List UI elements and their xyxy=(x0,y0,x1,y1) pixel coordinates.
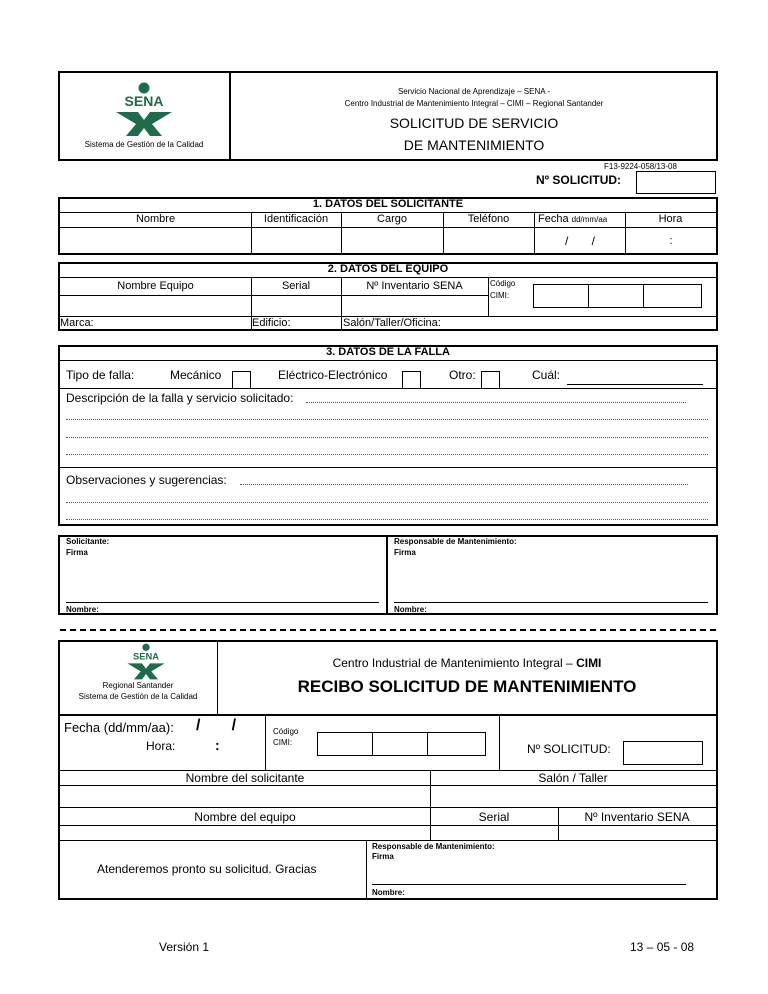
receipt-nombre-solicitante-field[interactable] xyxy=(61,786,429,806)
receipt-gracias-message: Atenderemos pronto su solicitud. Gracias xyxy=(97,862,317,876)
receipt-nombre-solicitante-header: Nombre del solicitante xyxy=(185,771,305,785)
receipt-title: RECIBO SOLICITUD DE MANTENIMIENTO xyxy=(297,677,637,696)
receipt-quality-system: Sistema de Gestión de la Calidad xyxy=(78,692,198,701)
footer-date: 13 – 05 - 08 xyxy=(630,940,695,954)
org-line-2: Centro Industrial de Mantenimiento Integral – CIMI – Regional Santander xyxy=(344,99,604,108)
observaciones-line-1[interactable] xyxy=(66,502,708,503)
receipt-solicitud-label: Nº SOLICITUD: xyxy=(527,742,611,756)
otro-label: Otro: xyxy=(449,368,476,382)
descripcion-dots-lead xyxy=(306,402,686,403)
tipo-falla-rule xyxy=(60,388,716,389)
receipt-cimi-cell-2[interactable] xyxy=(372,732,428,756)
receipt-info-rule xyxy=(60,770,716,771)
col-nombre: Nombre xyxy=(135,213,176,225)
footer-version: Versión 1 xyxy=(159,940,210,954)
solicitante-label: Solicitante: xyxy=(66,537,110,546)
svg-text:SENA: SENA xyxy=(124,93,164,109)
org-line-1: Servicio Nacional de Aprendizaje – SENA - xyxy=(397,87,551,96)
mecanico-checkbox[interactable] xyxy=(232,371,251,389)
receipt-inventario-field[interactable] xyxy=(559,826,715,839)
receipt-center-bold: CIMI xyxy=(576,656,602,670)
receipt-serial-header: Serial xyxy=(478,810,510,824)
solicitante-firma-line[interactable] xyxy=(66,602,379,603)
receipt-hora-label: Hora: xyxy=(146,739,176,753)
sena-logo-icon xyxy=(108,82,180,138)
receipt-sena-logo-icon xyxy=(122,643,170,681)
responsable-firma-label: Firma xyxy=(394,548,416,557)
descripcion-line-3[interactable] xyxy=(66,454,708,455)
receipt-fecha-field[interactable]: / / xyxy=(196,717,237,734)
receipt-cimi-cell-3[interactable] xyxy=(427,732,486,756)
receipt-row-rule-2 xyxy=(60,807,716,808)
observaciones-label: Observaciones y sugerencias: xyxy=(66,473,227,487)
section-falla xyxy=(58,345,718,526)
section-2-header-rule xyxy=(60,295,488,296)
cual-label: Cuál: xyxy=(532,368,561,382)
section-3-title: 3. DATOS DE LA FALLA xyxy=(326,346,450,358)
salon-label: Salón/Taller/Oficina: xyxy=(343,317,441,329)
quality-system-label: Sistema de Gestión de la Calidad xyxy=(84,140,204,149)
descripcion-line-2[interactable] xyxy=(66,437,708,438)
col-cargo: Cargo xyxy=(377,213,407,225)
receipt-header-rule xyxy=(60,714,716,716)
receipt-salon-field[interactable] xyxy=(431,786,715,806)
cimi-label: CIMI: xyxy=(490,291,510,300)
section-3-title-rule xyxy=(60,360,716,361)
form-title-line-2: DE MANTENIMIENTO xyxy=(403,137,545,153)
receipt-regional: Regional Santander xyxy=(102,681,174,690)
descripcion-label: Descripción de la falla y servicio solicitado: xyxy=(66,391,294,405)
receipt-hora-field[interactable]: : xyxy=(215,737,220,753)
electrico-label: Eléctrico-Electrónico xyxy=(278,368,388,382)
col-fecha-format: dd/mm/aa xyxy=(571,215,608,224)
receipt-cimi-label: CIMI: xyxy=(273,738,293,747)
descripcion-line-1[interactable] xyxy=(66,419,708,420)
receipt-codigo-label: Código xyxy=(273,727,299,736)
receipt-cimi-cell-1[interactable] xyxy=(317,732,373,756)
form-code: F13-9224-058/13-08 xyxy=(604,162,677,171)
codigo-cimi-cell-1[interactable] xyxy=(533,284,589,308)
receipt-center-prefix: Centro Industrial de Mantenimiento Integral – xyxy=(332,656,573,670)
solicitante-firma-label: Firma xyxy=(66,548,88,557)
receipt-nombre-label: Nombre: xyxy=(372,888,405,897)
form-title-line-1: SOLICITUD DE SERVICIO xyxy=(389,115,559,131)
col-fecha xyxy=(538,214,607,225)
receipt-info-div-1 xyxy=(265,715,266,770)
receipt-center xyxy=(218,657,716,669)
col-inventario: Nº Inventario SENA xyxy=(366,280,463,292)
solicitud-number-field[interactable] xyxy=(636,171,716,194)
receipt-firma-label: Firma xyxy=(372,852,394,861)
codigo-cimi-cell-3[interactable] xyxy=(643,284,702,308)
receipt-nombre-equipo-field[interactable] xyxy=(61,826,429,839)
receipt-fecha-label: Fecha (dd/mm/aa): xyxy=(64,720,174,735)
col-identificacion: Identificación xyxy=(263,213,329,225)
receipt-bottom-divider xyxy=(366,840,367,899)
cut-line xyxy=(60,629,716,631)
responsable-nombre-label: Nombre: xyxy=(394,605,427,614)
tipo-falla-label: Tipo de falla: xyxy=(66,368,135,382)
receipt-firma-line[interactable] xyxy=(372,884,686,885)
col-serial: Serial xyxy=(281,280,311,292)
col-hora: Hora xyxy=(658,213,683,225)
edificio-label: Edificio: xyxy=(252,317,291,329)
cargo-field[interactable] xyxy=(342,228,443,253)
responsable-firma-line[interactable] xyxy=(394,602,708,603)
identificacion-field[interactable] xyxy=(252,228,341,253)
solicitud-number-label: Nº SOLICITUD: xyxy=(536,173,622,187)
receipt-serial-field[interactable] xyxy=(431,826,557,839)
s2-col-div-3 xyxy=(488,277,489,316)
col-nombre-equipo: Nombre Equipo xyxy=(117,280,194,292)
header-divider xyxy=(229,72,231,160)
section-2-title: 2. DATOS DEL EQUIPO xyxy=(327,263,449,275)
section-1-title: 1. DATOS DEL SOLICITANTE xyxy=(312,198,464,210)
fecha-field[interactable]: / / xyxy=(564,234,595,248)
cual-field[interactable] xyxy=(567,384,703,385)
nombre-field[interactable] xyxy=(60,228,251,253)
receipt-responsable-label: Responsable de Mantenimiento: xyxy=(372,842,495,851)
col-fecha-label: Fecha xyxy=(538,213,569,225)
hora-field[interactable]: : xyxy=(669,235,673,247)
descripcion-rule xyxy=(60,467,716,468)
marca-label: Marca: xyxy=(60,317,94,329)
receipt-salon-header: Salón / Taller xyxy=(538,771,608,785)
receipt-solicitud-field[interactable] xyxy=(623,741,703,765)
mecanico-label: Mecánico xyxy=(170,368,222,382)
receipt-inventario-header: Nº Inventario SENA xyxy=(584,810,690,824)
receipt-row-rule-4 xyxy=(60,840,716,841)
signature-divider xyxy=(386,536,388,614)
section-2-title-rule xyxy=(60,277,716,278)
observaciones-line-2[interactable] xyxy=(66,519,708,520)
col-telefono: Teléfono xyxy=(467,213,510,225)
codigo-cimi-cell-2[interactable] xyxy=(588,284,644,308)
telefono-field[interactable] xyxy=(444,228,534,253)
receipt-info-div-2 xyxy=(499,715,500,770)
observaciones-dots-lead xyxy=(240,484,688,485)
signature-box xyxy=(58,535,718,615)
codigo-label: Código xyxy=(490,279,516,288)
electrico-checkbox[interactable] xyxy=(402,371,421,389)
solicitante-nombre-label: Nombre: xyxy=(66,605,99,614)
svg-text:SENA: SENA xyxy=(133,651,159,662)
receipt-nombre-equipo-header: Nombre del equipo xyxy=(194,810,296,824)
otro-checkbox[interactable] xyxy=(481,371,500,389)
responsable-label: Responsable de Mantenimiento: xyxy=(394,537,517,546)
